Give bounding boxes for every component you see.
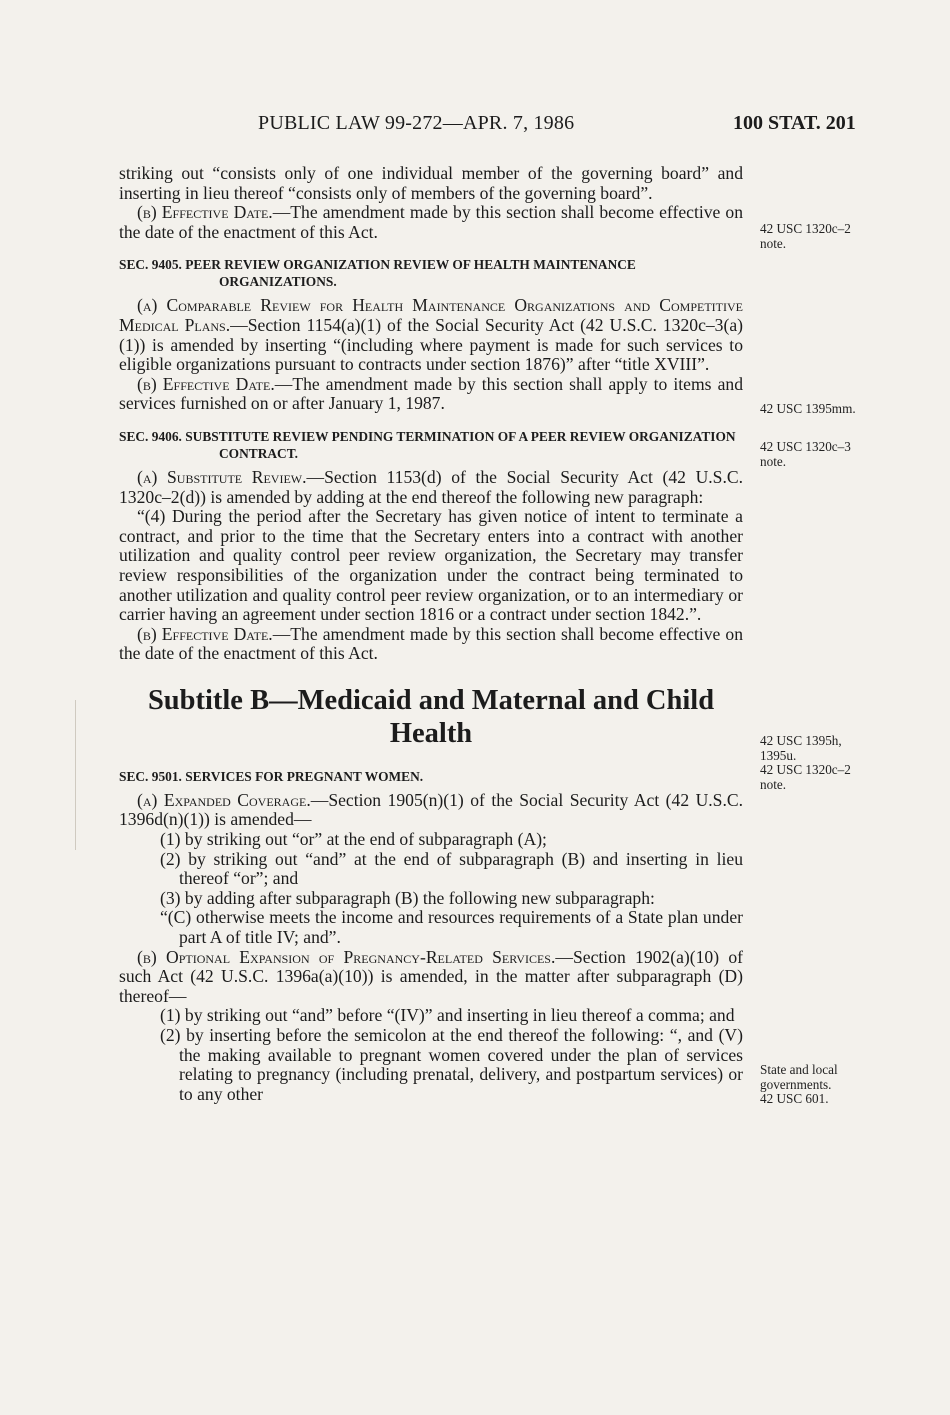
page-header xyxy=(0,112,950,142)
paragraph-text: —Section 1153(d) of the Social Security Act (42 U.S.C. 1320c–2(d)) is amended by adding at the end thereof the following new paragraph: xyxy=(119,466,743,507)
margin-note xyxy=(760,440,890,469)
quoted-paragraph: “(4) During the period after the Secretary has given notice of intent to terminate a contract, and prior to the time that the Secretary enters into a contract with another utilization and quality control peer review organization, the Secretary may transfer review responsibilities of the organization under the contract being terminated to another utilization and quality control peer review organization, or to an intermediary or carrier having an agreement under section 1816 or a contract under section 1842.”. xyxy=(119,506,743,625)
margin-note-line: 42 USC 1395h, xyxy=(760,733,842,748)
margin-note xyxy=(760,222,890,251)
paragraph xyxy=(119,948,743,1007)
margin-note xyxy=(760,1063,890,1107)
list-item: (1) by striking out “or” at the end of subparagraph (A); xyxy=(160,829,547,850)
margin-note-line: 42 USC 1320c–3 xyxy=(760,439,851,454)
section-heading: SEC. 9501. SERVICES FOR PREGNANT WOMEN. xyxy=(119,768,424,784)
body-text xyxy=(119,164,743,1104)
section-heading: SEC. 9405. PEER REVIEW ORGANIZATION REVIEW OF HEALTH MAINTENANCE ORGANIZATIONS. xyxy=(119,257,636,290)
subsection-label: (b) Optional Expansion of Pregnancy-Related Services. xyxy=(137,946,556,967)
list-item: (3) by adding after subparagraph (B) the following new subparagraph: xyxy=(160,887,655,908)
running-head: PUBLIC LAW 99-272—APR. 7, 1986 xyxy=(258,112,575,134)
paragraph xyxy=(119,791,743,830)
margin-note-line: 42 USC 1395mm. xyxy=(760,401,856,416)
quoted-subparagraph: “(C) otherwise meets the income and resources requirements of a State plan under part A of title IV; and”. xyxy=(160,907,743,948)
paragraph-text: —Section 1902(a)(10) of such Act (42 U.S.C. 1396a(a)(10)) is amended, in the matter after subparagraph (D) thereof— xyxy=(119,946,743,1006)
margin-note-line: 42 USC 1320c–2 xyxy=(760,762,851,778)
subsection-label: (b) Effective Date. xyxy=(137,202,273,223)
statute-page-ref: 100 STAT. 201 xyxy=(733,112,856,134)
margin-note xyxy=(760,734,890,792)
paragraph-text: —The amendment made by this section shall become effective on the date of the enactment of this Act. xyxy=(119,623,743,664)
margin-note-line: note. xyxy=(760,776,787,792)
paragraph xyxy=(119,203,743,242)
subsection-label: (b) Effective Date. xyxy=(137,623,273,644)
margin-note-line: note. xyxy=(760,453,787,469)
margin-note-line: 1395u. xyxy=(760,747,797,763)
paragraph-text: —Section 1905(n)(1) of the Social Security Act (42 U.S.C. 1396d(n)(1)) is amended— xyxy=(119,789,743,830)
margin-note-line: State and local xyxy=(760,1062,838,1077)
margin-note-line: governments. xyxy=(760,1076,832,1092)
paragraph xyxy=(119,468,743,507)
paragraph xyxy=(119,625,743,664)
subsection-label: (a) Expanded Coverage. xyxy=(137,789,311,810)
list-item: (1) by striking out “and” before “(IV)” and inserting in lieu thereof a comma; and xyxy=(160,1005,735,1026)
paragraph xyxy=(119,375,743,414)
list-item: (2) by inserting before the semicolon at the end thereof the following: “, and (V) the making available to pregnant women covered under the plan of services relating to pregnancy (including prenatal, delivery, and postpartum services) or to any other xyxy=(160,1025,743,1104)
paragraph-text: —The amendment made by this section shall apply to items and services furnished on or after January 1, 1987. xyxy=(119,373,743,414)
subsection-label: (b) Effective Date. xyxy=(137,373,275,394)
subtitle-heading: Subtitle B—Medicaid and Maternal and Child Health xyxy=(147,684,715,749)
paragraph xyxy=(119,296,743,374)
margin-note xyxy=(760,402,890,417)
section-heading: SEC. 9406. SUBSTITUTE REVIEW PENDING TERMINATION OF A PEER REVIEW ORGANIZATION CONTRACT. xyxy=(119,428,736,461)
margin-note-line: note. xyxy=(760,235,787,251)
paragraph-text: —The amendment made by this section shall become effective on the date of the enactment of this Act. xyxy=(119,202,743,242)
paragraph-text: —Section 1154(a)(1) of the Social Security Act (42 U.S.C. 1320c–3(a)(1)) is amended by inserting “(including where payment is made for such services to eligible organizations pursuant to contracts under section 1876)” after “title XVIII”. xyxy=(119,314,743,375)
subsection-label: (a) Comparable Review for Health Maintenance Organizations and Competitive Medical Plans. xyxy=(119,295,743,335)
binding-mark xyxy=(75,700,76,850)
subsection-label: (a) Substitute Review. xyxy=(137,466,307,487)
margin-note-line: 42 USC 1320c–2 xyxy=(760,221,851,236)
list-item: (2) by striking out “and” at the end of subparagraph (B) and inserting in lieu thereof “or”; and xyxy=(160,848,743,889)
margin-note-line: 42 USC 601. xyxy=(760,1091,829,1107)
paragraph: striking out “consists only of one individual member of the governing board” and inserting in lieu thereof “consists only of members of the governing board”. xyxy=(119,163,743,203)
